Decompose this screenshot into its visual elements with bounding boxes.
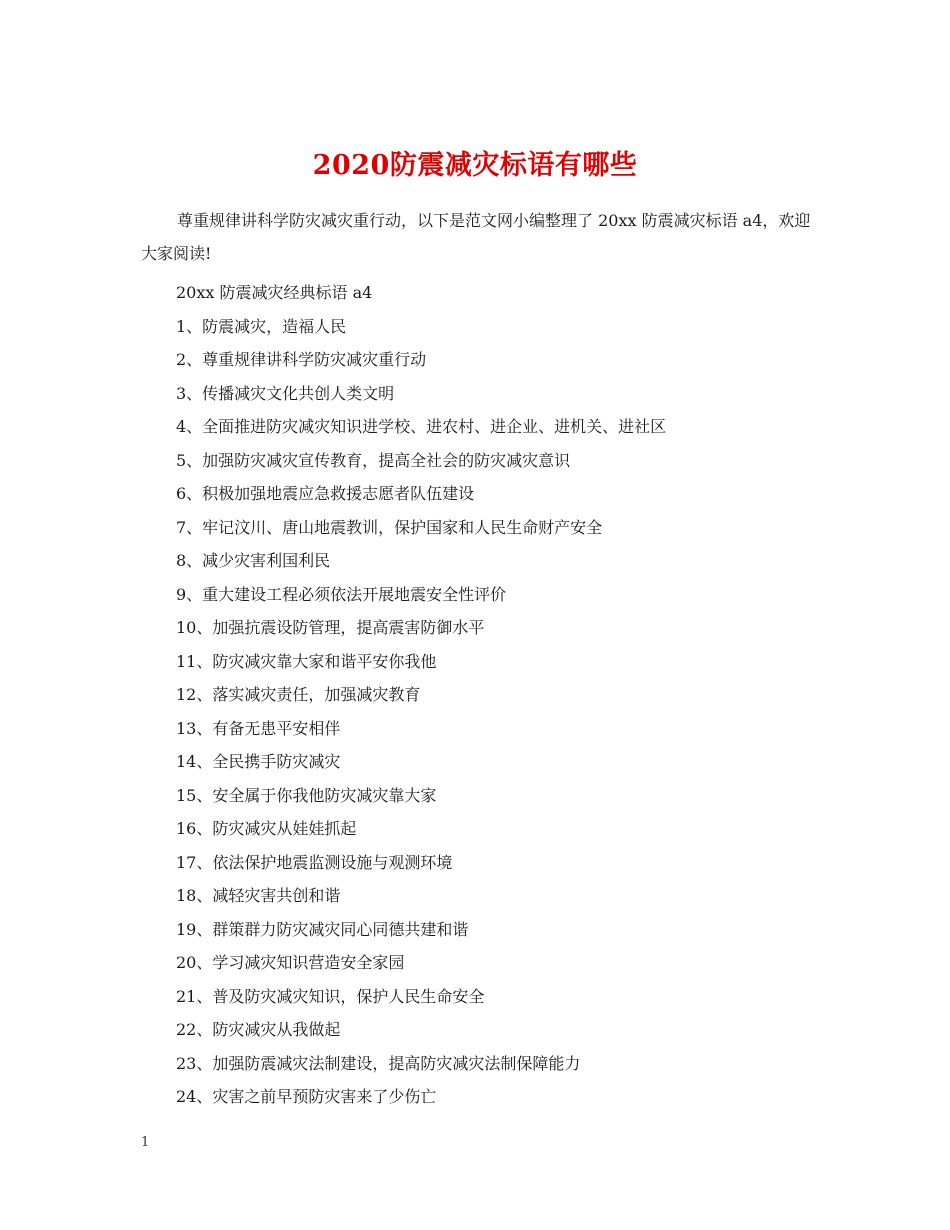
list-item: 24、灾害之前早预防灾害来了少伤亡 bbox=[176, 1087, 437, 1106]
list-item: 12、落实减灾责任，加强减灾教育 bbox=[176, 685, 421, 704]
list-item: 4、全面推进防灾减灾知识进学校、进农村、进企业、进机关、进社区 bbox=[176, 417, 667, 436]
list-item: 6、积极加强地震应急救援志愿者队伍建设 bbox=[176, 484, 475, 503]
list-item: 15、安全属于你我他防灾减灾靠大家 bbox=[176, 785, 437, 805]
list-item: 18、减轻灾害共创和谐 bbox=[176, 886, 341, 905]
list-item: 10、加强抗震设防管理，提高震害防御水平 bbox=[176, 618, 485, 637]
page-number: 1 bbox=[141, 1135, 150, 1150]
list-item: 8、减少灾害利国利民 bbox=[176, 551, 331, 570]
list-item: 11、防灾减灾靠大家和谐平安你我他 bbox=[176, 651, 437, 671]
list-item: 9、重大建设工程必须依法开展地震安全性评价 bbox=[176, 584, 507, 604]
list-item: 2、尊重规律讲科学防灾减灾重行动 bbox=[176, 350, 427, 369]
list-item: 3、传播减灾文化共创人类文明 bbox=[176, 383, 395, 403]
list-item: 21、普及防灾减灾知识，保护人民生命安全 bbox=[176, 986, 485, 1006]
list-item: 14、全民携手防灾减灾 bbox=[176, 752, 341, 771]
list-item: 20、学习减灾知识营造安全家园 bbox=[176, 953, 405, 972]
list-item: 23、加强防震减灾法制建设，提高防灾减灾法制保障能力 bbox=[176, 1053, 581, 1073]
list-item: 17、依法保护地震监测设施与观测环境 bbox=[176, 852, 453, 872]
list-item: 22、防灾减灾从我做起 bbox=[176, 1020, 341, 1039]
intro-paragraph: 尊重规律讲科学防灾减灾重行动，以下是范文网小编整理了 20xx 防震减灾标语 a4，欢迎大家阅读! bbox=[141, 211, 811, 263]
list-item: 7、牢记汶川、唐山地震教训，保护国家和人民生命财产安全 bbox=[176, 517, 603, 537]
list-item: 19、群策群力防灾减灾同心同德共建和谐 bbox=[176, 919, 469, 939]
list-subheading: 20xx 防震减灾经典标语 a4 bbox=[176, 283, 373, 302]
list-item: 16、防灾减灾从娃娃抓起 bbox=[176, 819, 357, 838]
list-item: 1、防震减灾，造福人民 bbox=[176, 316, 347, 336]
slogan-list bbox=[176, 276, 816, 1114]
list-item: 13、有备无患平安相伴 bbox=[176, 718, 341, 738]
list-item: 5、加强防灾减灾宣传教育，提高全社会的防灾减灾意识 bbox=[176, 450, 571, 470]
document-title: 2020防震减灾标语有哪些 bbox=[312, 150, 638, 182]
